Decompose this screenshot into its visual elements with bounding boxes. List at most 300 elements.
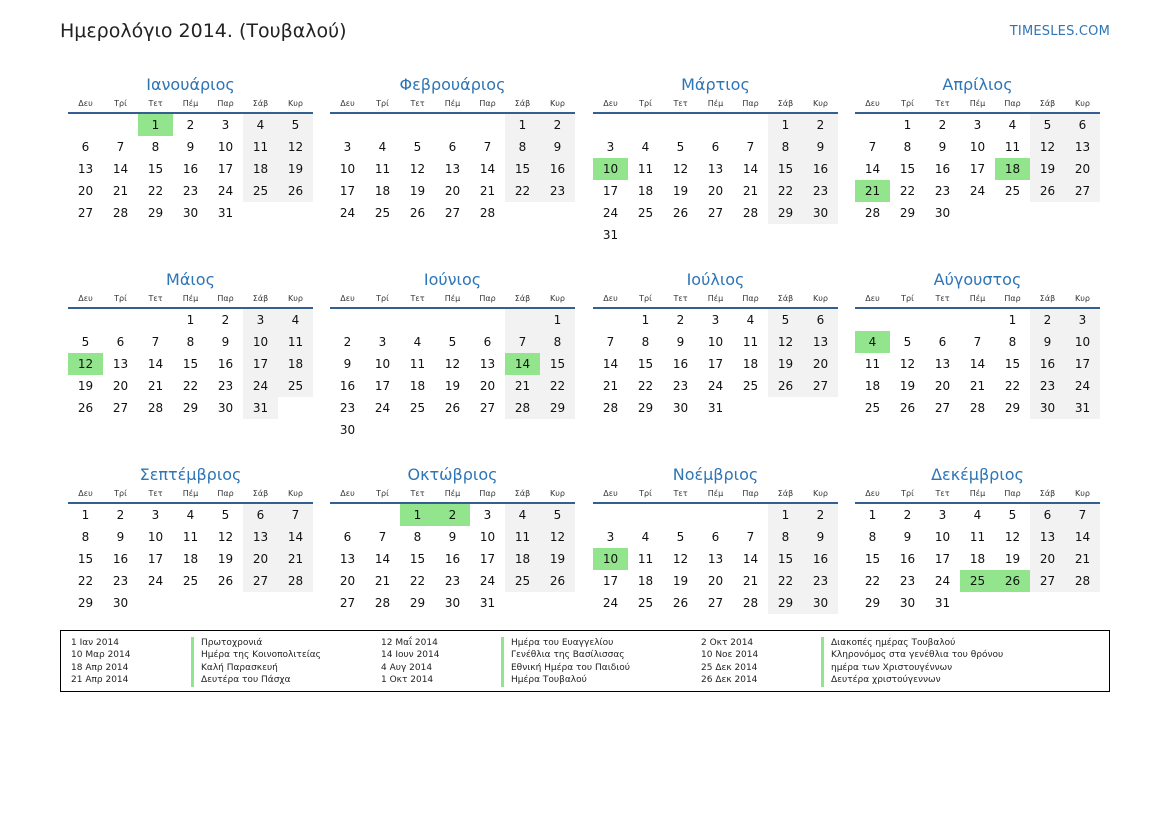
day-cell: 14 [1065,526,1100,548]
day-cell: 4 [973,508,982,522]
day-cell: 22 [768,180,803,202]
day-cell: 5 [1030,114,1065,136]
day-cell: 9 [676,335,685,349]
day-cell: 19 [278,158,313,180]
day-cell: 11 [243,136,278,158]
weekday-label: Κυρ [1075,489,1090,498]
day-cell: 17 [602,574,619,588]
holiday-row [701,637,1011,649]
weekday-label: Τρί [639,489,652,498]
day-cell: 23 [339,401,356,415]
day-cell: 13 [339,552,356,566]
month-days [68,504,313,614]
day-cell: 27 [243,570,278,592]
day-cell: 21 [479,184,496,198]
day-cell: 13 [77,162,94,176]
empty-cell [995,202,1030,224]
day-cell: 3 [711,313,720,327]
site-link[interactable]: TIMESLES.COM [1009,24,1110,39]
empty-cell [663,224,698,246]
weekday-label: Παρ [1004,489,1021,498]
empty-cell [330,114,365,136]
empty-cell [855,309,890,331]
day-cell: 11 [637,162,654,176]
weekday-label: Τετ [148,294,163,303]
day-cell: 11 [864,357,881,371]
weekday-label: Τρί [114,294,127,303]
day-cell: 11 [1004,140,1021,154]
empty-cell [855,114,890,136]
day-cell: 28 [864,206,881,220]
day-cell: 20 [444,184,461,198]
day-cell: 12 [672,552,689,566]
day-cell: 10 [1065,331,1100,353]
empty-cell [505,592,540,614]
day-cell: 9 [1030,331,1065,353]
day-cell: 27 [707,206,724,220]
day-cell: 14 [864,162,881,176]
empty-cell [68,114,103,136]
day-cell: 15 [637,357,654,371]
empty-cell [278,202,313,224]
day-cell: 28 [112,206,129,220]
day-cell: 17 [479,552,496,566]
day-cell: 18 [742,357,759,371]
month-name: Ιανουάριος [146,75,235,94]
month-days [855,309,1100,419]
empty-cell [698,114,733,136]
month-name: Νοέμβριος [672,465,759,484]
day-cell: 6 [81,140,90,154]
day-cell: 21 [112,184,129,198]
day-cell: 20 [339,574,356,588]
day-cell: 5 [768,309,803,331]
day-cell: 13 [112,357,129,371]
holiday-date: 18 Απρ 2014 [71,662,129,673]
day-cell: 14 [374,552,391,566]
empty-cell [960,202,995,224]
day-cell: 8 [151,140,160,154]
day-cell: 9 [803,136,838,158]
day-cell: 31 [707,401,724,415]
month-name: Ιούνιος [423,270,482,289]
month-days [855,504,1100,614]
weekday-label: Πέμ [182,294,199,303]
day-cell: 30 [182,206,199,220]
day-cell: 6 [448,140,457,154]
day-cell: 11 [278,331,313,353]
day-cell: 22 [409,574,426,588]
day-cell: 3 [483,508,492,522]
weekday-label: Κυρ [288,294,303,303]
day-cell: 12 [217,530,234,544]
day-cell: 16 [899,552,916,566]
day-cell: 28 [969,401,986,415]
holiday-row [381,637,691,649]
day-cell: 13 [934,357,951,371]
day-cell: 15 [1004,357,1021,371]
day-cell: 13 [479,357,496,371]
day-cell: 12 [409,162,426,176]
day-cell: 27 [112,401,129,415]
day-cell: 21 [147,379,164,393]
holiday-date: 1 Οκτ 2014 [381,675,434,686]
day-cell: 22 [768,570,803,592]
day-cell: 2 [186,118,195,132]
day-cell: 11 [637,552,654,566]
day-cell: 14 [112,162,129,176]
empty-cell [1065,592,1100,614]
weekday-label: Τετ [410,99,425,108]
month-days [593,504,838,614]
day-cell: 20 [1065,158,1100,180]
weekday-label: Κυρ [813,99,828,108]
day-cell: 17 [934,552,951,566]
holiday-name: Ημέρα της Κοινοπολιτείας [191,649,321,661]
day-cell: 19 [1004,552,1021,566]
day-cell: 6 [1065,114,1100,136]
day-cell: 23 [934,184,951,198]
day-cell: 17 [374,379,391,393]
day-cell: 26 [540,570,575,592]
weekday-label: Δευ [340,99,355,108]
day-cell: 6 [711,140,720,154]
day-cell: 13 [444,162,461,176]
day-cell: 30 [217,401,234,415]
empty-cell [925,309,960,331]
day-cell: 29 [768,202,803,224]
day-cell: 26 [217,574,234,588]
day-cell: 5 [278,114,313,136]
day-cell: 12 [899,357,916,371]
day-cell: 28 [602,401,619,415]
day-cell: 29 [147,206,164,220]
day-cell: 14 [602,357,619,371]
holiday-name: ημέρα των Χριστουγέννων [821,662,952,674]
day-cell: 30 [899,596,916,610]
day-cell: 9 [540,136,575,158]
day-cell: 28 [374,596,391,610]
weekday-header [855,488,1100,504]
day-cell: 1 [1008,313,1017,327]
day-cell: 16 [444,552,461,566]
day-cell: 20 [1030,548,1065,570]
day-cell: 14 [742,552,759,566]
day-cell: 10 [479,530,496,544]
day-cell: 1 [903,118,912,132]
holiday-date: 2 Οκτ 2014 [701,638,754,648]
holiday-date: 21 Απρ 2014 [71,675,129,686]
month-days [330,114,575,224]
day-cell: 7 [868,140,877,154]
holiday-day: 10 [593,158,628,180]
day-cell: 5 [676,140,685,154]
month-days [68,309,313,419]
day-cell: 2 [116,508,125,522]
empty-cell [330,309,365,331]
day-cell: 24 [217,184,234,198]
day-cell: 20 [707,184,724,198]
holiday-name: Γενέθλια της Βασίλισσας [501,649,625,661]
day-cell: 27 [339,596,356,610]
empty-cell [243,592,278,614]
empty-cell [698,504,733,526]
holiday-date: 14 Ιουν 2014 [381,650,440,661]
weekday-label: Δευ [603,294,618,303]
empty-cell [400,419,435,441]
day-cell: 7 [116,140,125,154]
month-name: Απρίλιος [942,75,1013,94]
day-cell: 22 [77,574,94,588]
holiday-row [71,649,381,661]
day-cell: 8 [540,331,575,353]
weekday-label: Τετ [148,489,163,498]
day-cell: 16 [803,548,838,570]
day-cell: 3 [973,118,982,132]
day-cell: 31 [243,397,278,419]
day-cell: 16 [217,357,234,371]
holiday-day: 18 [995,158,1030,180]
month-name: Μάιος [166,270,215,289]
day-cell: 15 [505,158,540,180]
day-cell: 7 [278,504,313,526]
weekday-label: Τρί [639,294,652,303]
empty-cell [768,224,803,246]
day-cell: 12 [444,357,461,371]
empty-cell [1065,202,1100,224]
day-cell: 20 [707,574,724,588]
weekday-label: Κυρ [550,99,565,108]
day-cell: 7 [606,335,615,349]
empty-cell [803,224,838,246]
day-cell: 11 [374,162,391,176]
day-cell: 24 [602,206,619,220]
holiday-name: Δευτέρα του Πάσχα [191,674,291,686]
day-cell: 8 [1008,335,1017,349]
day-cell: 29 [864,596,881,610]
day-cell: 11 [742,335,759,349]
day-cell: 17 [602,184,619,198]
day-cell: 26 [768,375,803,397]
weekday-label: Παρ [479,99,496,108]
empty-cell [733,224,768,246]
weekday-label: Τρί [901,99,914,108]
day-cell: 17 [1065,353,1100,375]
weekday-label: Τετ [935,489,950,498]
day-cell: 11 [505,526,540,548]
day-cell: 2 [343,335,352,349]
day-cell: 23 [803,570,838,592]
day-cell: 5 [448,335,457,349]
day-cell: 25 [374,206,391,220]
day-cell: 24 [602,596,619,610]
empty-cell [138,309,173,331]
holiday-date: 25 Δεκ 2014 [701,662,758,673]
day-cell: 1 [540,309,575,331]
day-cell: 6 [116,335,125,349]
day-cell: 8 [868,530,877,544]
holiday-column [71,637,381,687]
day-cell: 22 [505,180,540,202]
day-cell: 16 [540,158,575,180]
day-cell: 22 [540,375,575,397]
day-cell: 23 [803,180,838,202]
day-cell: 17 [339,184,356,198]
month-block [593,72,838,246]
day-cell: 27 [1030,570,1065,592]
empty-cell [505,419,540,441]
day-cell: 21 [1065,548,1100,570]
day-cell: 13 [803,331,838,353]
month-days [330,504,575,614]
day-cell: 1 [186,313,195,327]
weekday-label: Πέμ [969,99,986,108]
weekday-label: Δευ [865,294,880,303]
weekday-label: Κυρ [288,99,303,108]
empty-cell [435,114,470,136]
day-cell: 12 [768,331,803,353]
weekday-label: Τρί [376,99,389,108]
empty-cell [435,419,470,441]
day-cell: 24 [969,184,986,198]
holiday-day: 12 [68,353,103,375]
day-cell: 25 [243,180,278,202]
day-cell: 6 [243,504,278,526]
day-cell: 5 [81,335,90,349]
day-cell: 10 [217,140,234,154]
weekday-label: Σάβ [514,489,531,498]
day-cell: 26 [672,596,689,610]
month-block [855,267,1100,419]
day-cell: 25 [278,375,313,397]
weekday-label: Δευ [78,489,93,498]
weekday-label: Δευ [78,99,93,108]
day-cell: 15 [899,162,916,176]
day-cell: 31 [1065,397,1100,419]
weekday-label: Τρί [901,294,914,303]
holiday-date: 10 Νοε 2014 [701,650,759,661]
day-cell: 15 [409,552,426,566]
day-cell: 8 [768,136,803,158]
day-cell: 29 [1004,401,1021,415]
weekday-label: Τρί [639,99,652,108]
month-block [593,267,838,419]
day-cell: 20 [243,548,278,570]
empty-cell [960,592,995,614]
weekday-label: Δευ [865,99,880,108]
weekday-label: Σάβ [252,489,269,498]
day-cell: 30 [934,206,951,220]
empty-cell [593,309,628,331]
day-cell: 29 [899,206,916,220]
day-cell: 8 [768,526,803,548]
day-cell: 9 [343,357,352,371]
day-cell: 9 [116,530,125,544]
day-cell: 10 [339,162,356,176]
month-days [330,309,575,441]
day-cell: 5 [540,504,575,526]
empty-cell [628,224,663,246]
month-name: Αύγουστος [933,270,1022,289]
day-cell: 18 [969,552,986,566]
day-cell: 13 [1065,136,1100,158]
weekday-label: Παρ [479,294,496,303]
weekday-label: Δευ [78,294,93,303]
day-cell: 11 [969,530,986,544]
weekday-label: Τρί [376,489,389,498]
holiday-name: Δευτέρα χριστούγεννων [821,674,941,686]
empty-cell [505,309,540,331]
day-cell: 4 [746,313,755,327]
day-cell: 3 [243,309,278,331]
month-block [593,462,838,614]
weekday-header [330,98,575,114]
day-cell: 17 [707,357,724,371]
day-cell: 18 [505,548,540,570]
holiday-day: 14 [505,353,540,375]
day-cell: 19 [768,353,803,375]
month-block [330,267,575,441]
day-cell: 16 [934,162,951,176]
month-name: Οκτώβριος [407,465,498,484]
month-days [855,114,1100,224]
empty-cell [733,114,768,136]
day-cell: 14 [479,162,496,176]
day-cell: 2 [803,114,838,136]
day-cell: 25 [182,574,199,588]
weekday-label: Κυρ [550,489,565,498]
day-cell: 21 [602,379,619,393]
day-cell: 4 [378,140,387,154]
day-cell: 17 [243,353,278,375]
weekday-label: Σάβ [777,489,794,498]
weekday-label: Δευ [340,294,355,303]
day-cell: 26 [278,180,313,202]
day-cell: 21 [505,375,540,397]
empty-cell [505,202,540,224]
day-cell: 25 [505,570,540,592]
day-cell: 4 [505,504,540,526]
empty-cell [628,114,663,136]
day-cell: 2 [1030,309,1065,331]
empty-cell [103,309,138,331]
weekday-label: Πέμ [444,99,461,108]
day-cell: 15 [864,552,881,566]
holiday-day: 4 [855,331,890,353]
day-cell: 29 [768,592,803,614]
day-cell: 30 [672,401,689,415]
empty-cell [1030,592,1065,614]
day-cell: 20 [934,379,951,393]
day-cell: 23 [899,574,916,588]
day-cell: 14 [969,357,986,371]
day-cell: 4 [641,530,650,544]
day-cell: 28 [278,570,313,592]
day-cell: 27 [444,206,461,220]
day-cell: 30 [112,596,129,610]
day-cell: 15 [768,548,803,570]
holiday-row [71,637,381,649]
day-cell: 7 [483,140,492,154]
weekday-label: Πέμ [444,489,461,498]
day-cell: 21 [969,379,986,393]
empty-cell [698,224,733,246]
day-cell: 19 [672,184,689,198]
holiday-date: 4 Αυγ 2014 [381,662,433,673]
day-cell: 9 [938,140,947,154]
day-cell: 19 [899,379,916,393]
empty-cell [365,309,400,331]
